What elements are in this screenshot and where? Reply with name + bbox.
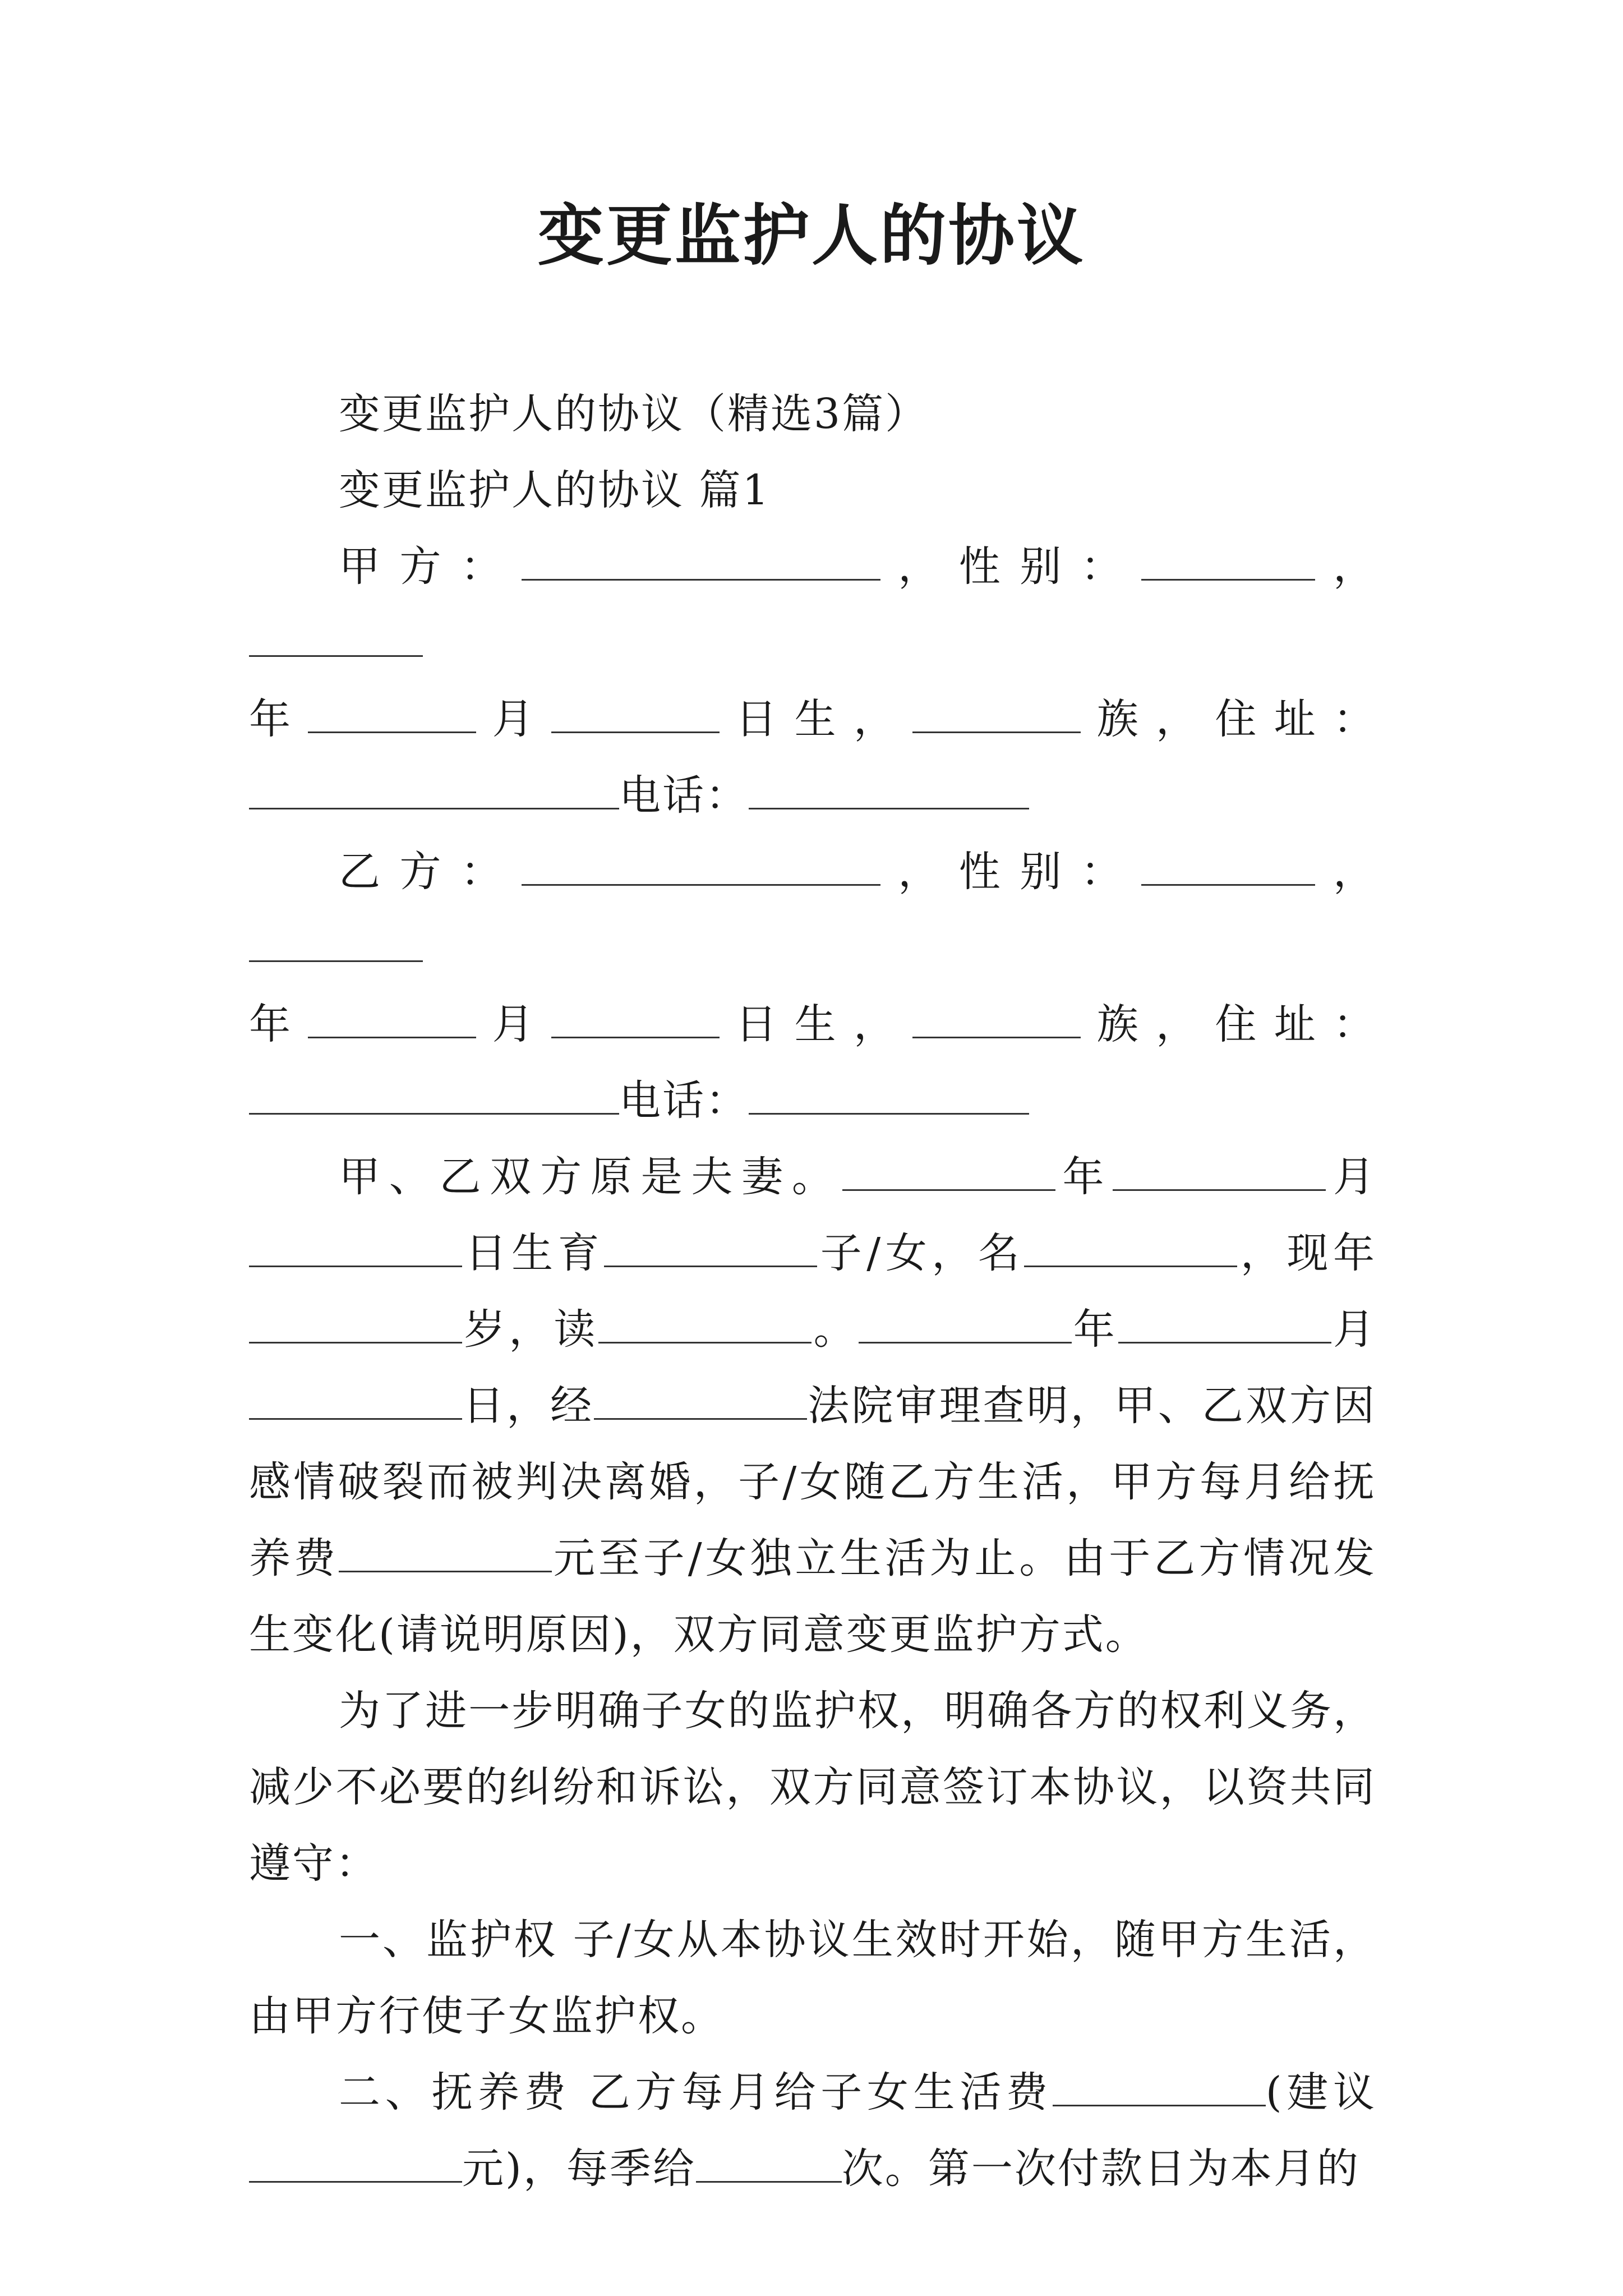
party-a-birth-year-blank: [249, 615, 423, 657]
background-text-11: 日，经: [462, 1382, 594, 1430]
living-expense-blank: [1053, 2064, 1266, 2106]
document-body: [249, 376, 1376, 2207]
child-count-blank: [604, 1225, 817, 1267]
background-text-5: 子/女，名: [817, 1229, 1025, 1277]
party-a-phone-blank: [749, 767, 1029, 809]
party-a-comma: ，: [1315, 542, 1377, 591]
party-b-gender-label: ，性别：: [880, 848, 1142, 896]
section-heading: 变更监护人的协议 篇1: [339, 466, 771, 514]
party-b-month: 月: [476, 1000, 552, 1048]
background-text-9: 年: [1071, 1305, 1118, 1354]
background-text-3: 月: [1326, 1153, 1377, 1201]
payments-per-quarter-blank: [696, 2141, 842, 2183]
child-age-blank: [249, 1301, 462, 1343]
party-b-line-2: [249, 986, 1376, 1062]
background-text-12: 法院审理查明，甲、乙双方因感情破裂而被判决离婚，子/女随乙方生活，甲方每月给抚养费: [249, 1382, 1377, 1582]
background-paragraph: [249, 1139, 1376, 1673]
clause-2-text-4: 次。第一次付款日为本月的: [841, 2145, 1360, 2193]
birth-month-blank: [1113, 1149, 1326, 1191]
party-b-comma: ，: [1315, 848, 1377, 896]
divorce-month-blank: [1118, 1301, 1331, 1343]
background-text-6: ，现年: [1237, 1229, 1377, 1277]
background-text-7: 岁，读: [462, 1305, 599, 1354]
party-b-address-blank: [249, 1073, 619, 1115]
party-a-year: 年: [249, 695, 308, 743]
child-name-blank: [1024, 1225, 1237, 1267]
party-b-gender-blank: [1141, 844, 1315, 886]
party-b-name-blank: [522, 844, 880, 886]
party-b-address-label: 住址：: [1215, 1000, 1377, 1048]
party-b-birth-year-blank: [249, 920, 423, 962]
clause-2-text-1: 二、抚养费 乙方每月给子女生活费: [339, 2068, 1053, 2116]
clause-2-text-2: (建议: [1265, 2068, 1376, 2116]
child-school-blank: [598, 1301, 811, 1343]
clause-2-support: [249, 2054, 1376, 2207]
party-b-block: [249, 834, 1376, 1139]
party-b-month-blank: [308, 996, 476, 1038]
party-b-ethnicity-blank: [912, 996, 1081, 1038]
party-b-year: 年: [249, 1000, 308, 1048]
party-a-address-label: 住址：: [1215, 695, 1377, 743]
clause-1-guardianship: 一、监护权 子/女从本协议生效时开始，随甲方生活，由甲方行使子女监护权。: [249, 1916, 1376, 2040]
party-b-phone-blank: [749, 1073, 1029, 1115]
document-title: 变更监护人的协议: [537, 196, 1085, 274]
party-b-day-blank: [551, 996, 720, 1038]
support-amount-blank: [339, 1530, 552, 1572]
party-a-month: 月: [476, 695, 552, 743]
background-text-1: 甲、乙双方原是夫妻。: [339, 1153, 842, 1201]
marriage-year-blank: [842, 1149, 1055, 1191]
background-text-13: 元至子/女独立生活为止。由于乙方情况发生变化(请说明原因)，双方同意变更监护方式。: [249, 1534, 1377, 1659]
suggested-amount-blank: [249, 2141, 462, 2183]
party-b-line-1: [249, 834, 1376, 986]
party-a-month-blank: [308, 691, 476, 733]
party-a-gender-label: ，性别：: [880, 542, 1142, 591]
party-a-ethnicity-blank: [912, 691, 1081, 733]
birth-day-blank: [249, 1225, 462, 1267]
background-text-10: 月: [1331, 1305, 1377, 1354]
party-a-line-2: [249, 681, 1376, 757]
party-a-day-blank: [551, 691, 720, 733]
subtitle: 变更监护人的协议（精选3篇）: [339, 390, 929, 438]
party-a-ethnicity: 族，: [1081, 695, 1215, 743]
party-a-block: [249, 528, 1376, 834]
party-b-label: 乙方：: [339, 848, 522, 896]
party-a-gender-blank: [1141, 539, 1315, 581]
party-b-ethnicity: 族，: [1081, 1000, 1215, 1048]
party-b-phone-label: 电话：: [619, 1076, 749, 1125]
party-a-line-1: [249, 528, 1376, 681]
court-name-blank: [594, 1378, 807, 1420]
party-a-line-3: [249, 757, 1376, 834]
background-text-2: 年: [1055, 1153, 1113, 1201]
party-b-day-born: 日生，: [720, 1000, 913, 1048]
divorce-year-blank: [859, 1301, 1072, 1343]
background-text-8: 。: [811, 1305, 859, 1354]
clause-2-text-3: 元)，每季给: [462, 2145, 696, 2193]
party-a-name-blank: [522, 539, 880, 581]
party-a-phone-label: 电话：: [619, 771, 749, 820]
party-a-day-born: 日生，: [720, 695, 913, 743]
party-a-label: 甲方：: [339, 542, 522, 591]
purpose-paragraph: 为了进一步明确子女的监护权，明确各方的权利义务，减少不必要的纠纷和诉讼，双方同意签订本协议，以资共同遵守：: [249, 1687, 1376, 1888]
divorce-day-blank: [249, 1378, 462, 1420]
party-a-address-blank: [249, 767, 619, 809]
party-b-line-3: [249, 1062, 1376, 1139]
background-text-4: 日生育: [462, 1229, 605, 1277]
